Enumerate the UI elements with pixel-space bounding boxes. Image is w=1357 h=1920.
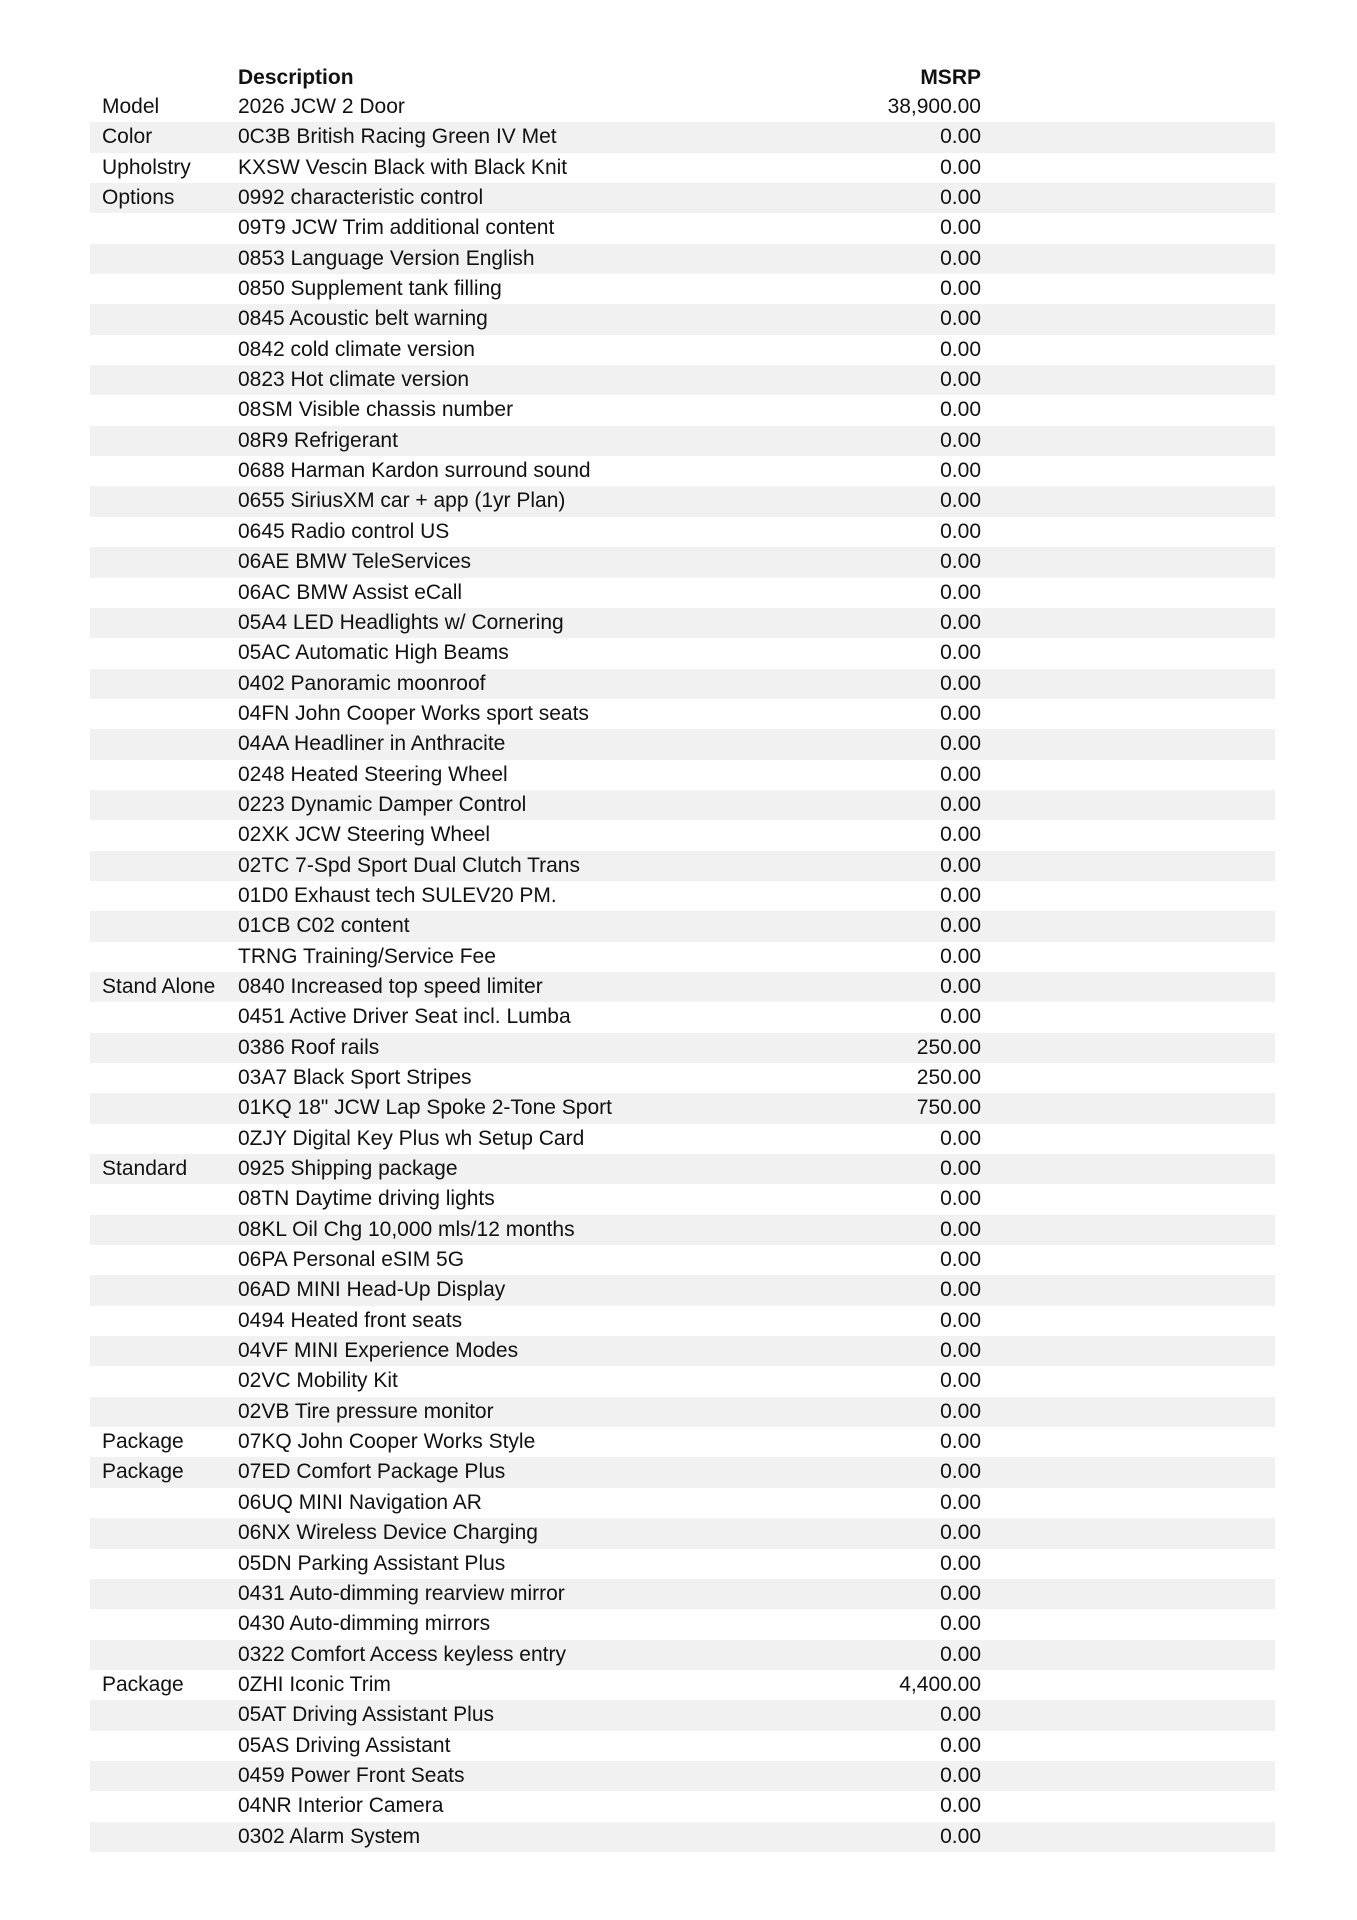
row-description: 0431 Auto-dimming rearview mirror	[238, 1581, 565, 1605]
row-description: 0992 characteristic control	[238, 186, 484, 210]
row-msrp: 250.00	[916, 1035, 981, 1059]
row-msrp: 0.00	[940, 1339, 981, 1363]
table-row	[90, 1731, 1275, 1761]
row-description: 07KQ John Cooper Works Style	[238, 1430, 536, 1454]
table-row	[90, 669, 1275, 699]
table-row	[90, 608, 1275, 638]
row-msrp: 0.00	[940, 580, 981, 604]
row-description: 08TN Daytime driving lights	[238, 1187, 495, 1211]
row-msrp: 0.00	[940, 1369, 981, 1393]
row-description: 05AS Driving Assistant	[238, 1733, 451, 1757]
table-row	[90, 699, 1275, 729]
row-description: 05A4 LED Headlights w/ Cornering	[238, 610, 564, 634]
row-msrp: 0.00	[940, 1612, 981, 1636]
row-msrp: 0.00	[940, 641, 981, 665]
row-description: 02VC Mobility Kit	[238, 1369, 398, 1393]
row-description: 02XK JCW Steering Wheel	[238, 823, 491, 847]
row-description: 09T9 JCW Trim additional content	[238, 216, 555, 240]
row-category: Options	[102, 186, 175, 210]
table-row	[90, 638, 1275, 668]
row-msrp: 0.00	[940, 1581, 981, 1605]
row-description: 01CB C02 content	[238, 914, 410, 938]
row-description: 0ZHI Iconic Trim	[238, 1672, 391, 1696]
table-row	[90, 1640, 1275, 1670]
row-msrp: 0.00	[940, 883, 981, 907]
row-msrp: 0.00	[940, 1794, 981, 1818]
row-msrp: 0.00	[940, 277, 981, 301]
row-description: 04VF MINI Experience Modes	[238, 1339, 519, 1363]
table-row	[90, 1488, 1275, 1518]
row-msrp: 0.00	[940, 125, 981, 149]
table-row	[90, 517, 1275, 547]
table-row	[90, 183, 1275, 213]
table-row	[90, 1822, 1275, 1852]
row-description: 0248 Heated Steering Wheel	[238, 762, 508, 786]
row-msrp: 0.00	[940, 1460, 981, 1484]
table-row	[90, 153, 1275, 183]
row-msrp: 0.00	[940, 246, 981, 270]
row-description: 01D0 Exhaust tech SULEV20 PM.	[238, 883, 557, 907]
table-row	[90, 1670, 1275, 1700]
row-category: Package	[102, 1672, 184, 1696]
row-msrp: 0.00	[940, 1308, 981, 1332]
row-description: 0655 SiriusXM car + app (1yr Plan)	[238, 489, 566, 513]
row-msrp: 0.00	[940, 519, 981, 543]
table-row	[90, 1549, 1275, 1579]
row-description: 07ED Comfort Package Plus	[238, 1460, 506, 1484]
table-row	[90, 1397, 1275, 1427]
table-row	[90, 1124, 1275, 1154]
table-row	[90, 729, 1275, 759]
table-row	[90, 1184, 1275, 1214]
row-msrp: 0.00	[940, 1551, 981, 1575]
row-msrp: 0.00	[940, 1399, 981, 1423]
table-row	[90, 1154, 1275, 1184]
table-row	[90, 1761, 1275, 1791]
row-msrp: 0.00	[940, 1521, 981, 1545]
row-description: 0430 Auto-dimming mirrors	[238, 1612, 491, 1636]
table-row	[90, 547, 1275, 577]
row-description: 06UQ MINI Navigation AR	[238, 1490, 482, 1514]
row-msrp: 0.00	[940, 1005, 981, 1029]
table-row	[90, 395, 1275, 425]
row-msrp: 0.00	[940, 914, 981, 938]
row-msrp: 0.00	[940, 337, 981, 361]
row-msrp: 250.00	[916, 1066, 981, 1089]
table-row	[90, 911, 1275, 941]
row-msrp: 0.00	[940, 368, 981, 392]
row-description: 02VB Tire pressure monitor	[238, 1399, 494, 1423]
row-description: 03A7 Black Sport Stripes	[238, 1066, 472, 1089]
row-description: 0322 Comfort Access keyless entry	[238, 1642, 566, 1666]
table-row	[90, 1791, 1275, 1821]
row-category: Package	[102, 1460, 184, 1484]
row-msrp: 0.00	[940, 186, 981, 210]
row-description: 0223 Dynamic Damper Control	[238, 792, 527, 816]
row-msrp: 0.00	[940, 823, 981, 847]
row-msrp: 0.00	[940, 732, 981, 756]
row-msrp: 0.00	[940, 1248, 981, 1272]
table-row	[90, 1306, 1275, 1336]
row-msrp: 0.00	[940, 216, 981, 240]
row-description: 06AC BMW Assist eCall	[238, 580, 463, 604]
row-description: 0840 Increased top speed limiter	[238, 974, 543, 998]
table-row	[90, 335, 1275, 365]
row-msrp: 0.00	[940, 1733, 981, 1757]
row-msrp: 0.00	[940, 853, 981, 877]
row-msrp: 0.00	[940, 1217, 981, 1241]
row-description: 05AC Automatic High Beams	[238, 641, 509, 665]
row-msrp: 0.00	[940, 792, 981, 816]
row-description: 06PA Personal eSIM 5G	[238, 1248, 465, 1272]
row-msrp: 0.00	[940, 459, 981, 483]
table-row	[90, 1093, 1275, 1123]
table-row	[90, 1366, 1275, 1396]
table-row	[90, 1609, 1275, 1639]
row-description: 0386 Roof rails	[238, 1035, 380, 1059]
table-row	[90, 274, 1275, 304]
row-description: 04FN John Cooper Works sport seats	[238, 701, 589, 725]
table-row	[90, 1336, 1275, 1366]
table-row	[90, 578, 1275, 608]
table-header	[90, 64, 1275, 92]
row-description: 02TC 7-Spd Sport Dual Clutch Trans	[238, 853, 580, 877]
table-row	[90, 1033, 1275, 1063]
row-description: 06AD MINI Head-Up Display	[238, 1278, 506, 1302]
row-category: Upholstry	[102, 155, 191, 179]
row-description: 05AT Driving Assistant Plus	[238, 1703, 494, 1727]
table-row	[90, 820, 1275, 850]
row-msrp: 0.00	[940, 1824, 981, 1848]
table-row	[90, 1579, 1275, 1609]
row-description: 0842 cold climate version	[238, 337, 475, 361]
row-description: TRNG Training/Service Fee	[238, 944, 496, 968]
row-description: 01KQ 18" JCW Lap Spoke 2-Tone Sport	[238, 1096, 612, 1120]
row-description: 08R9 Refrigerant	[238, 428, 398, 452]
row-msrp: 0.00	[940, 1490, 981, 1514]
table-row	[90, 1002, 1275, 1032]
row-msrp: 38,900.00	[887, 95, 981, 118]
row-description: 0845 Acoustic belt warning	[238, 307, 488, 331]
row-msrp: 0.00	[940, 1763, 981, 1787]
table-row	[90, 1063, 1275, 1093]
row-description: 05DN Parking Assistant Plus	[238, 1551, 506, 1575]
table-row	[90, 365, 1275, 395]
row-msrp: 0.00	[940, 489, 981, 513]
row-description: 0494 Heated front seats	[238, 1308, 463, 1332]
row-msrp: 0.00	[940, 1126, 981, 1150]
table-row	[90, 1427, 1275, 1457]
row-description: 06AE BMW TeleServices	[238, 550, 472, 574]
table-row	[90, 1457, 1275, 1487]
row-msrp: 0.00	[940, 550, 981, 574]
row-description: 0459 Power Front Seats	[238, 1763, 465, 1787]
row-category: Model	[102, 95, 160, 118]
table-row	[90, 790, 1275, 820]
table-row	[90, 213, 1275, 243]
row-description: 0925 Shipping package	[238, 1157, 458, 1181]
row-category: Stand Alone	[102, 974, 216, 998]
table-row	[90, 881, 1275, 911]
row-msrp: 0.00	[940, 671, 981, 695]
table-row	[90, 972, 1275, 1002]
row-msrp: 0.00	[940, 155, 981, 179]
row-description: 0853 Language Version English	[238, 246, 535, 270]
row-description: 0823 Hot climate version	[238, 368, 470, 392]
row-description: 06NX Wireless Device Charging	[238, 1521, 538, 1545]
row-description: KXSW Vescin Black with Black Knit	[238, 155, 568, 179]
row-category: Color	[102, 125, 153, 149]
table-row	[90, 426, 1275, 456]
row-msrp: 0.00	[940, 398, 981, 422]
row-msrp: 0.00	[940, 1430, 981, 1454]
row-description: 04NR Interior Camera	[238, 1794, 444, 1818]
table-row	[90, 486, 1275, 516]
row-msrp: 0.00	[940, 701, 981, 725]
row-description: 08KL Oil Chg 10,000 mls/12 months	[238, 1217, 575, 1241]
row-msrp: 0.00	[940, 610, 981, 634]
row-description: 04AA Headliner in Anthracite	[238, 732, 506, 756]
row-msrp: 0.00	[940, 1703, 981, 1727]
row-description: 0302 Alarm System	[238, 1824, 421, 1848]
row-msrp: 0.00	[940, 428, 981, 452]
table-row	[90, 760, 1275, 790]
row-description: 0451 Active Driver Seat incl. Lumba	[238, 1005, 571, 1029]
table-row	[90, 942, 1275, 972]
table-row	[90, 1700, 1275, 1730]
row-msrp: 0.00	[940, 307, 981, 331]
row-description: 0402 Panoramic moonroof	[238, 671, 486, 695]
options-table	[90, 92, 1275, 1852]
row-msrp: 0.00	[940, 1278, 981, 1302]
table-row	[90, 1245, 1275, 1275]
table-row	[90, 1518, 1275, 1548]
row-description: 0C3B British Racing Green IV Met	[238, 125, 557, 149]
table-row	[90, 92, 1275, 122]
row-msrp: 0.00	[940, 1157, 981, 1181]
row-description: 0645 Radio control US	[238, 519, 450, 543]
row-description: 2026 JCW 2 Door	[238, 95, 405, 118]
table-row	[90, 456, 1275, 486]
table-row	[90, 1275, 1275, 1305]
row-category: Standard	[102, 1157, 188, 1181]
table-row	[90, 1215, 1275, 1245]
row-description: 0ZJY Digital Key Plus wh Setup Card	[238, 1126, 585, 1150]
row-description: 08SM Visible chassis number	[238, 398, 514, 422]
row-msrp: 4,400.00	[899, 1672, 981, 1696]
row-msrp: 0.00	[940, 974, 981, 998]
row-description: 0850 Supplement tank filling	[238, 277, 502, 301]
description-column-header: Description	[238, 66, 354, 89]
table-row	[90, 304, 1275, 334]
row-msrp: 0.00	[940, 944, 981, 968]
row-msrp: 0.00	[940, 1642, 981, 1666]
table-row	[90, 122, 1275, 152]
row-category: Package	[102, 1430, 184, 1454]
msrp-column-header: MSRP	[920, 66, 981, 89]
row-msrp: 0.00	[940, 1187, 981, 1211]
row-msrp: 750.00	[916, 1096, 981, 1120]
row-msrp: 0.00	[940, 762, 981, 786]
table-row	[90, 244, 1275, 274]
table-row	[90, 851, 1275, 881]
row-description: 0688 Harman Kardon surround sound	[238, 459, 591, 483]
